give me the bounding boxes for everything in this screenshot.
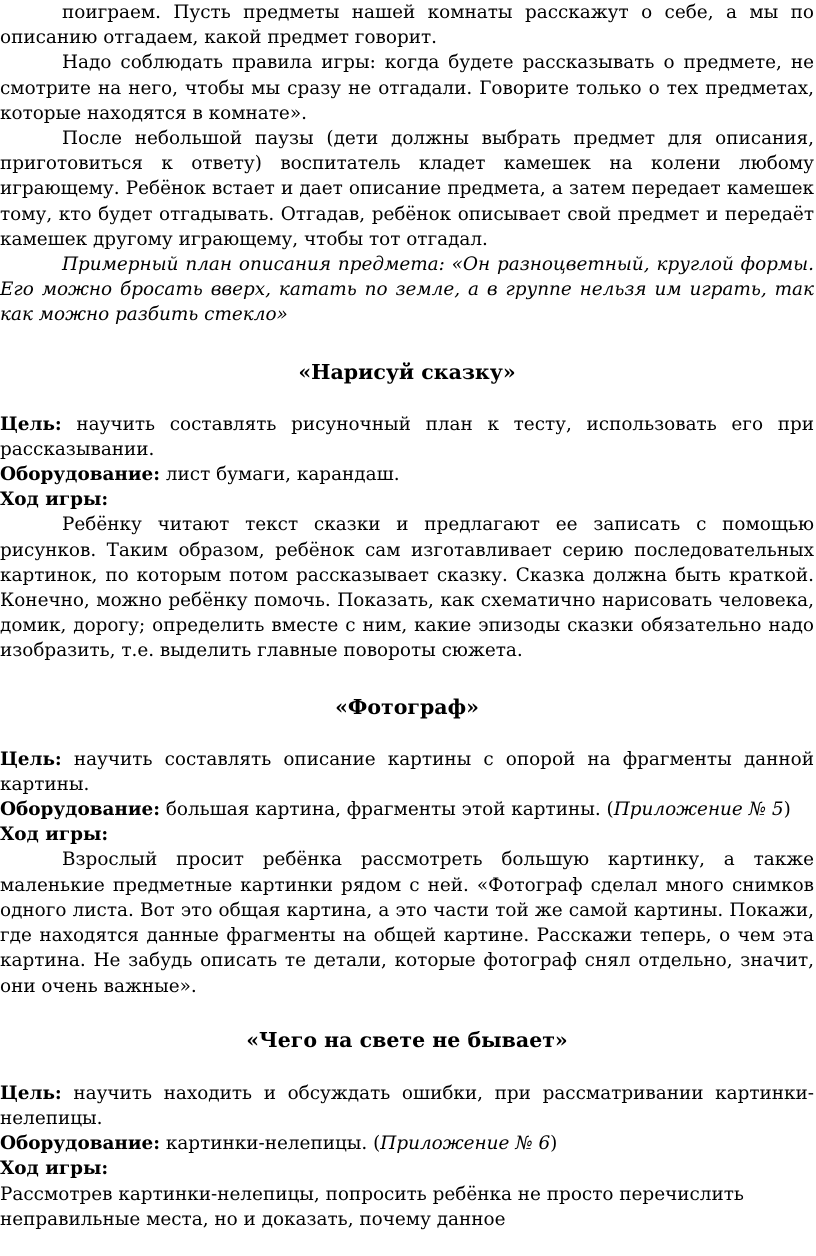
skazka-equipment [0,462,814,487]
intro-paragraph-2: Надо соблюдать правила игры: когда будете рассказывать о предмете, не смотрите на него, чтобы мы сразу не отгадали. Говорите только о тех предметах, которые находятся в комнате». [0,52,814,124]
intro-paragraph-3: После небольшой паузы (дети должны выбрать предмет для описания, приготовиться к ответу) воспитатель кладет камешек на колени любому играющему. Ребёнок встает и дает описание предмета, а затем передает камешек тому, кто будет отгадывать. Отгадав, ребёнок описывает свой предмет и передаёт камешек другому играющему, чтобы тот отгадал. [0,128,814,250]
foto-course-label [0,822,814,847]
foto-goal [0,747,814,797]
equipment-text: картинки-нелепицы. ( [160,1133,381,1155]
course-label: Ход игры: [0,824,109,846]
equipment-text: лист бумаги, карандаш. [160,464,400,486]
intro-paragraph-4: Примерный план описания предмета: «Он разноцветный, круглой формы. Его можно бросать вверх, катать по земле, а в группе нельзя им играть, так как можно разбить стекло» [0,254,814,326]
goal-label: Цель: [0,413,62,435]
foto-course-text: Взрослый просит ребёнка рассмотреть большую картинку, а также маленькие предметные картинки рядом с ней. «Фотограф сделал много снимков одного листа. Вот это общая картина, а это части той же самой картины. Покажи, где находятся данные фрагменты на общей картине. Расскажи теперь, о чем эта картина. Не забудь описать те детали, которые фотограф снял отдельно, значит, они очень важные». [0,849,814,997]
skazka-goal [0,412,814,462]
equipment-close: ) [550,1133,558,1155]
appendix-reference: Приложение № 6 [380,1133,551,1155]
goal-text: научить составлять описание картины с опорой на фрагменты данной картины. [0,748,814,795]
chego-course-text: Рассмотрев картинки-нелепицы, попросить ребёнка не просто перечислить неправильные места, но и доказать, почему данное [0,1183,744,1230]
appendix-reference: Приложение № 5 [613,799,784,821]
goal-label: Цель: [0,1082,62,1104]
intro-paragraph-1: поиграем. Пусть предметы нашей комнаты расскажут о себе, а мы по описанию отгадаем, какой предмет говорит. [0,2,814,49]
equipment-label: Оборудование: [0,799,160,821]
section-title-foto: «Фотограф» [335,694,479,719]
foto-equipment [0,797,814,822]
goal-label: Цель: [0,748,62,770]
equipment-label: Оборудование: [0,464,160,486]
section-title-chego: «Чего на свете не бывает» [246,1027,568,1052]
equipment-close: ) [783,799,791,821]
skazka-course-label [0,487,814,512]
course-label: Ход игры: [0,489,109,511]
equipment-label: Оборудование: [0,1133,160,1155]
goal-text: научить составлять рисуночный план к тесту, использовать его при рассказывании. [0,413,814,460]
goal-text: научить находить и обсуждать ошибки, при рассматривании картинки-нелепицы. [0,1082,814,1129]
course-label: Ход игры: [0,1158,109,1180]
chego-course-label [0,1156,814,1181]
equipment-text: большая картина, фрагменты этой картины. ( [160,799,614,821]
chego-equipment [0,1131,814,1156]
section-title-skazka: «Нарисуй сказку» [298,359,516,384]
chego-goal [0,1081,814,1131]
skazka-course-text: Ребёнку читают текст сказки и предлагают ее записать с помощью рисунков. Таким образом, ребёнок сам изготавливает серию последовательных картинок, по которым потом рассказывает сказку. Сказка должна быть краткой. Конечно, можно ребёнку помочь. Показать, как схематично нарисовать человека, домик, дорогу; определить вместе с ним, какие эпизоды сказки обязательно надо изобразить, т.е. выделить главные повороты сюжета. [0,514,814,662]
